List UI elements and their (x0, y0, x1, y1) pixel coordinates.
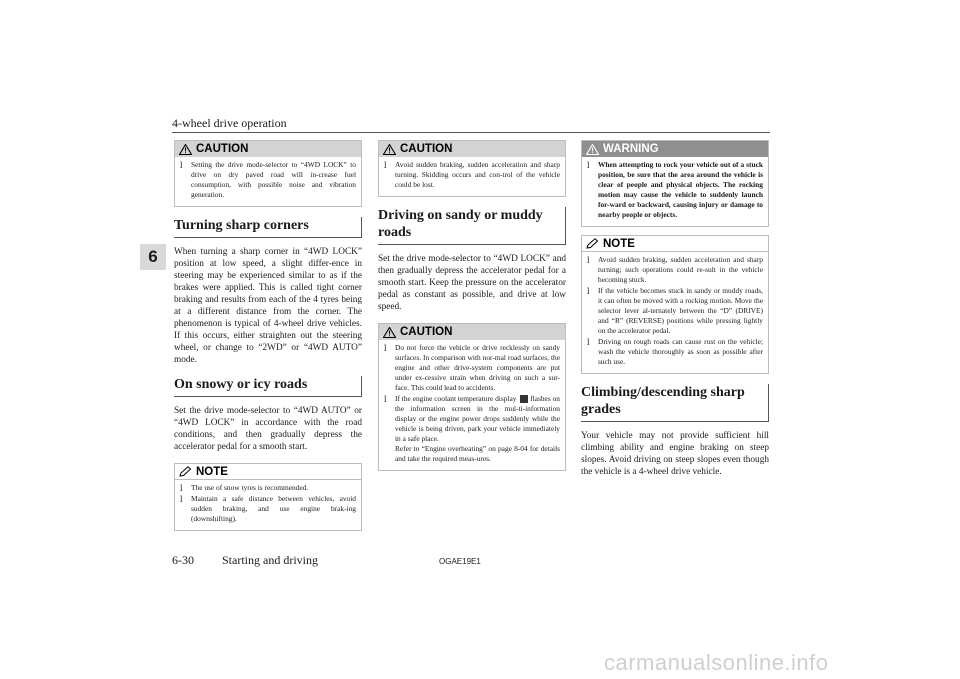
footer-section-name: Starting and driving (222, 553, 318, 567)
column-left (174, 140, 362, 539)
bullet-icon: l (180, 494, 183, 504)
coolant-temperature-icon (520, 395, 528, 403)
watermark: carmanualsonline.info (604, 650, 829, 675)
list-item: l Maintain a safe distance between vehicles, avoid sudden braking, and use engine brak-ing (downshifting). (180, 494, 356, 523)
list-item: l Setting the drive mode-selector to “4WD LOCK” to drive on dry paved road will in-crease fuel consumption, with possible noise and vibration generation. (180, 160, 356, 199)
caution-box (378, 323, 566, 471)
list-item: l If the engine coolant temperature display flashes on the information screen in the mul-ti-information display or the engine power drops suddenly while the vehicle is being driven, park your vehicle immediately in a safe place. Refer to “Engine overheating” on page 8-04 for details and take the required meas-ures. (384, 394, 560, 463)
section-paragraph: When turning a sharp corner in “4WD LOCK” position at low speed, a slight differ-ence in steering may be experienced similar to as if the brakes were applied. This is called tight corner braking and results from each of the 4 tyres being at a different distance from the corner. The phenomenon is typical of 4-wheel drive vehicles. If this occurs, either straighten out the steering wheel, or change to “2WD” or “4WD AUTO” mode. (174, 247, 362, 365)
bullet-icon: l (587, 286, 590, 296)
warning-label: WARNING (603, 143, 659, 155)
list-item: l When attempting to rock your vehicle out of a stuck position, be sure that the area around the vehicle is clear of people and physical objects. The rocking motion may cause the vehicle to suddenly launch for-ward or backward, causing injury or damage to nearby people or objects. (587, 160, 763, 219)
list-item: l Do not force the vehicle or drive recklessly on sandy surfaces. In comparison with nor-mal road surfaces, the engine and other drive-system components are put under ex-cessive strain when driving on such a sur-face. This could lead to accidents. (384, 343, 560, 392)
caution-label: CAUTION (196, 143, 249, 155)
note-label: NOTE (196, 465, 228, 478)
warning-header (582, 141, 768, 157)
caution-label: CAUTION (400, 143, 453, 155)
caution-box (378, 140, 566, 197)
section-paragraph: Your vehicle may not provide sufficient hill climbing ability and engine braking on steep slopes. Avoid driving on steep slopes even though the vehicle is a 4-wheel drive vehicle. (581, 431, 769, 477)
column-middle (378, 140, 566, 479)
note-label: NOTE (603, 237, 635, 250)
warning-box (581, 140, 769, 227)
pencil-icon (179, 466, 192, 477)
note-box (581, 235, 769, 374)
caution-header (379, 324, 565, 340)
bullet-icon: l (587, 255, 590, 265)
section-heading: Driving on sandy or muddy roads (378, 207, 566, 245)
list-item: l Avoid sudden braking, sudden acceleration and sharp turning; such operations could re-sult in the vehicle becoming stuck. (587, 255, 763, 284)
section-paragraph: Set the drive mode-selector to “4WD AUTO” or “4WD LOCK” in accordance with the road conditions, and then gradually depress the accelerator pedal for a smooth start. (174, 406, 362, 452)
caution-label: CAUTION (400, 326, 453, 338)
section-paragraph: Set the drive mode-selector to “4WD LOCK” and then gradually depress the accelerator pedal for a smooth start. Keep the pressure on the accelerator pedal as constant as possible, and drive at low speed. (378, 254, 566, 312)
caution-header (175, 141, 361, 157)
warning-triangle-icon (586, 144, 599, 155)
caution-box (174, 140, 362, 207)
note-header (175, 464, 361, 480)
warning-triangle-icon (383, 327, 396, 338)
bullet-icon: l (384, 394, 387, 404)
section-heading: On snowy or icy roads (174, 376, 362, 397)
page-header-title: 4-wheel drive operation (172, 116, 287, 130)
caution-header (379, 141, 565, 157)
document-code: OGAE19E1 (439, 557, 481, 566)
page-number: 6-30 (172, 553, 194, 567)
chapter-tab: 6 (140, 244, 166, 270)
bullet-icon: l (180, 160, 183, 170)
list-item: l Driving on rough roads can cause rust on the vehicle; wash the vehicle thoroughly as soon as possible after such use. (587, 337, 763, 366)
warning-triangle-icon (179, 144, 192, 155)
warning-triangle-icon (383, 144, 396, 155)
list-item: l The use of snow tyres is recommended. (180, 483, 309, 493)
bullet-icon: l (180, 483, 183, 493)
bullet-icon: l (384, 160, 387, 170)
column-right (581, 140, 769, 478)
note-box (174, 463, 362, 531)
list-item: l If the vehicle becomes stuck in sandy or muddy roads, it can often be moved with a rocking motion. Move the selector lever al-ternately between the “D” (DRIVE) and “R” (REVERSE) positions while pressing lightly on the accelerator pedal. (587, 286, 763, 335)
section-heading: Climbing/descending sharp grades (581, 384, 769, 422)
bullet-icon: l (587, 337, 590, 347)
list-item: l Avoid sudden braking, sudden acceleration and sharp turning. Skidding occurs and con-trol of the vehicle could be lost. (384, 160, 560, 189)
header-rule (172, 132, 770, 133)
section-heading: Turning sharp corners (174, 217, 362, 238)
pencil-icon (586, 238, 599, 249)
bullet-icon: l (587, 160, 590, 170)
note-header (582, 236, 768, 252)
bullet-icon: l (384, 343, 387, 353)
